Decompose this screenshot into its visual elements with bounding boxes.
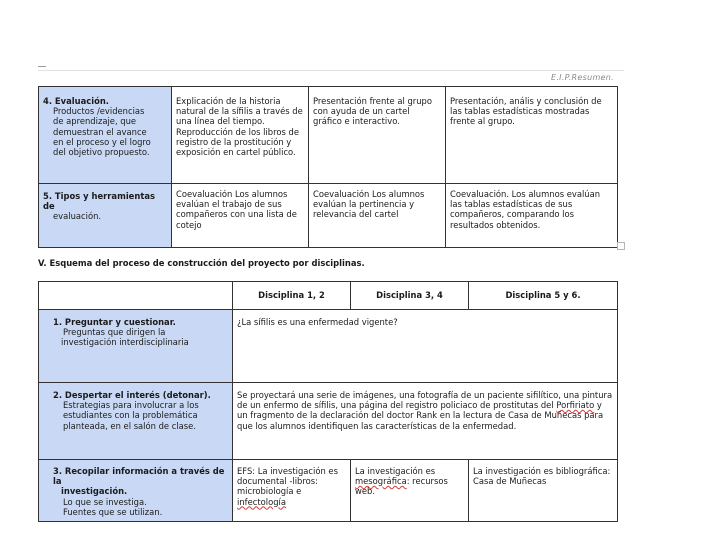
eval-criterion-cell <box>39 184 172 248</box>
row-subtitle: del objetivo propuesto. <box>53 147 150 158</box>
eval-cell <box>172 184 309 248</box>
table-row <box>39 460 618 522</box>
document-label: E.I.P.Resumen. <box>550 73 614 82</box>
stage-cell <box>39 460 233 522</box>
row-subtitle: evaluación. <box>53 211 102 222</box>
row-title: 2. Despertar el interés (detonar). <box>53 390 211 400</box>
eval-criterion-cell <box>39 87 172 184</box>
row-subtitle: Lo que se investiga. <box>63 496 147 507</box>
misspelled-word: Porfiriato <box>556 400 595 411</box>
row-subtitle: Productos /evidencias <box>53 106 145 117</box>
text-part: : recursos web. <box>355 476 448 497</box>
row-subtitle: estudiantes con la problemática <box>63 410 198 421</box>
disciplines-table <box>38 281 618 522</box>
row-title: 3. Recopilar información a través de la <box>53 466 225 487</box>
row-title: 5. Tipos y herramientas de <box>43 191 155 212</box>
table-row <box>39 310 618 383</box>
discipline-cell <box>233 460 351 522</box>
row-subtitle: Estrategias para involucrar a los <box>63 400 199 411</box>
cell-text: ¿La sífilis es una enfermedad vigente? <box>237 317 398 327</box>
cell-text <box>237 466 346 507</box>
row-subtitle: en el proceso y el logro <box>53 136 151 147</box>
header-dash <box>38 66 46 67</box>
stage-content-cell <box>233 383 618 460</box>
text-part: La investigación es <box>355 466 436 476</box>
table-row <box>39 184 618 248</box>
cell-text <box>355 466 464 497</box>
row-subtitle: demuestran el avance <box>53 126 147 137</box>
eval-cell <box>309 87 446 184</box>
eval-cell <box>172 87 309 184</box>
blank-header-cell <box>39 282 233 310</box>
discipline-cell <box>351 460 469 522</box>
text-part: y un fragmento de la declaración del doctor Rank en la lectura de Casa de Muñecas para que los alumnos identifiquen las características de la enfermedad. <box>237 400 604 431</box>
cell-text: Presentación, anális y conclusión de las tablas estadísticas mostradas frente al grupo. <box>450 96 602 127</box>
column-header: Disciplina 5 y 6. <box>469 282 618 310</box>
eval-cell <box>309 184 446 248</box>
row-title: 1. Preguntar y cuestionar. <box>53 317 176 327</box>
cell-text: La investigación es bibliográfica: Casa de Muñecas <box>473 466 611 487</box>
evaluation-table <box>38 86 618 248</box>
misspelled-word: mesográfica <box>355 476 407 487</box>
table-header-row <box>39 282 618 310</box>
header-rule <box>38 70 624 71</box>
column-header: Disciplina 3, 4 <box>351 282 469 310</box>
row-subtitle: Fuentes que se utilizan. <box>63 506 163 517</box>
row-subtitle: Preguntas que dirigen la <box>63 327 166 338</box>
cell-text: Presentación frente al grupo con ayuda de un cartel gráfico e interactivo. <box>313 96 432 127</box>
cell-text: Coevaluación. Los alumnos evalúan las tablas estadísticas de sus compañeros, comparando los resultados obtenidos. <box>450 189 601 230</box>
cell-text: Explicación de la historia natural de la sífilis a través de una línea del tiempo. Reproducción de los libros de registro de la prostitución y exposición en cartel público. <box>176 96 303 158</box>
stage-content-cell <box>233 310 618 383</box>
section-title: V. Esquema del proceso de construcción del proyecto por disciplinas. <box>38 258 365 268</box>
row-title: 4. Evaluación. <box>43 96 109 106</box>
cell-text: Coevaluación Los alumnos evalúan la pertinencia y relevancia del cartel <box>313 189 425 220</box>
stage-cell <box>39 310 233 383</box>
row-title: investigación. <box>61 486 128 497</box>
text-part: EFS: La investigación es documental -libros: microbiología e <box>237 466 338 497</box>
text-part: Se proyectará una serie de imágenes, una fotografía de un paciente sifilítico, una pintura de un enfermo de sífilis, una página del registro policiaco de prostitutas del <box>237 390 613 411</box>
cell-text <box>237 390 613 431</box>
stage-cell <box>39 383 233 460</box>
resize-handle <box>617 242 625 250</box>
cell-text: Coevaluación Los alumnos evalúan el trabajo de sus compañeros con una lista de cotejo <box>176 189 297 230</box>
column-header: Disciplina 1, 2 <box>233 282 351 310</box>
table-row <box>39 87 618 184</box>
row-subtitle: de aprendizaje, que <box>53 116 137 127</box>
eval-cell <box>446 184 618 248</box>
eval-cell <box>446 87 618 184</box>
row-subtitle: investigación interdisciplinaria <box>61 337 189 348</box>
misspelled-word: infectología <box>237 496 286 507</box>
table-row <box>39 383 618 460</box>
row-subtitle: planteada, en el salón de clase. <box>63 420 196 431</box>
discipline-cell <box>469 460 618 522</box>
